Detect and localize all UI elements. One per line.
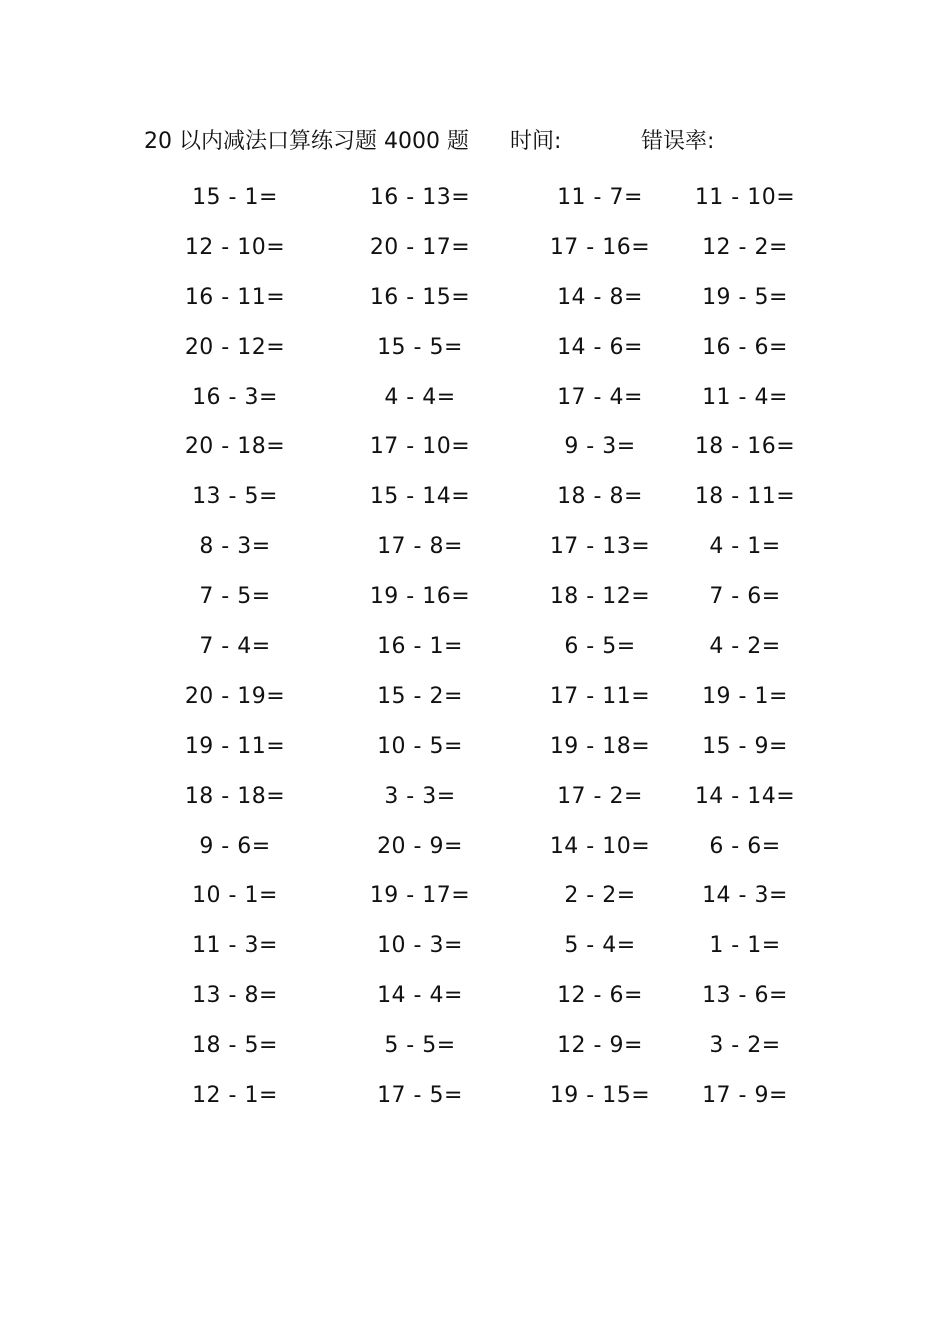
subtraction-problem: 10 - 5= (377, 733, 463, 759)
subtraction-problem: 15 - 2= (377, 683, 463, 709)
problem-row (140, 672, 800, 722)
subtraction-problem: 17 - 2= (557, 783, 643, 809)
problem-row (140, 572, 800, 622)
subtraction-problem: 4 - 4= (384, 384, 456, 410)
worksheet-title: 20 以内减法口算练习题 4000 题 (144, 129, 469, 154)
subtraction-problem: 13 - 8= (192, 983, 278, 1009)
subtraction-problem: 18 - 8= (557, 484, 643, 510)
subtraction-problem: 16 - 1= (377, 633, 463, 659)
subtraction-problem: 16 - 3= (192, 384, 278, 410)
subtraction-problem: 12 - 2= (702, 234, 788, 260)
subtraction-problem: 7 - 6= (709, 584, 781, 610)
subtraction-problem: 17 - 11= (549, 683, 651, 709)
problem-row (140, 822, 800, 872)
subtraction-problem: 15 - 14= (369, 484, 471, 510)
problem-grid (140, 173, 800, 1121)
problem-row (140, 622, 800, 672)
subtraction-problem: 16 - 13= (369, 184, 471, 210)
subtraction-problem: 17 - 5= (377, 1082, 463, 1108)
problem-row (140, 323, 800, 373)
time-label: 时间: (510, 129, 562, 154)
problem-row (140, 223, 800, 273)
subtraction-problem: 16 - 15= (369, 284, 471, 310)
problem-row (140, 1071, 800, 1121)
subtraction-problem: 9 - 6= (199, 833, 271, 859)
subtraction-problem: 3 - 3= (384, 783, 456, 809)
problem-row (140, 871, 800, 921)
subtraction-problem: 11 - 3= (192, 933, 278, 959)
subtraction-problem: 20 - 19= (184, 683, 286, 709)
subtraction-problem: 18 - 16= (694, 434, 796, 460)
subtraction-problem: 7 - 5= (199, 584, 271, 610)
subtraction-problem: 13 - 6= (702, 983, 788, 1009)
error-rate-label: 错误率: (641, 129, 715, 154)
subtraction-problem: 16 - 11= (184, 284, 286, 310)
subtraction-problem: 14 - 14= (694, 783, 796, 809)
subtraction-problem: 14 - 4= (377, 983, 463, 1009)
problem-row (140, 971, 800, 1021)
subtraction-problem: 15 - 1= (192, 184, 278, 210)
subtraction-problem: 20 - 18= (184, 434, 286, 460)
subtraction-problem: 19 - 15= (549, 1082, 651, 1108)
problem-row (140, 1021, 800, 1071)
subtraction-problem: 15 - 9= (702, 733, 788, 759)
subtraction-problem: 10 - 3= (377, 933, 463, 959)
subtraction-problem: 17 - 9= (702, 1082, 788, 1108)
subtraction-problem: 11 - 10= (694, 184, 796, 210)
subtraction-problem: 17 - 4= (557, 384, 643, 410)
subtraction-problem: 8 - 3= (199, 534, 271, 560)
subtraction-problem: 19 - 16= (369, 584, 471, 610)
subtraction-problem: 12 - 6= (557, 983, 643, 1009)
subtraction-problem: 17 - 10= (369, 434, 471, 460)
subtraction-problem: 6 - 5= (564, 633, 636, 659)
subtraction-problem: 3 - 2= (709, 1033, 781, 1059)
subtraction-problem: 17 - 8= (377, 534, 463, 560)
subtraction-problem: 17 - 16= (549, 234, 651, 260)
problem-row (140, 772, 800, 822)
subtraction-problem: 11 - 4= (702, 384, 788, 410)
subtraction-problem: 17 - 13= (549, 534, 651, 560)
problem-row (140, 173, 800, 223)
subtraction-problem: 20 - 17= (369, 234, 471, 260)
subtraction-problem: 20 - 9= (377, 833, 463, 859)
subtraction-problem: 19 - 5= (702, 284, 788, 310)
subtraction-problem: 19 - 17= (369, 883, 471, 909)
subtraction-problem: 5 - 5= (384, 1033, 456, 1059)
subtraction-problem: 18 - 11= (694, 484, 796, 510)
subtraction-problem: 13 - 5= (192, 484, 278, 510)
problem-row (140, 522, 800, 572)
subtraction-problem: 14 - 3= (702, 883, 788, 909)
subtraction-problem: 12 - 9= (557, 1033, 643, 1059)
subtraction-problem: 18 - 18= (184, 783, 286, 809)
subtraction-problem: 10 - 1= (192, 883, 278, 909)
subtraction-problem: 2 - 2= (564, 883, 636, 909)
subtraction-problem: 4 - 2= (709, 633, 781, 659)
subtraction-problem: 12 - 1= (192, 1082, 278, 1108)
subtraction-problem: 19 - 11= (184, 733, 286, 759)
subtraction-problem: 9 - 3= (564, 434, 636, 460)
subtraction-problem: 19 - 18= (549, 733, 651, 759)
problem-row (140, 921, 800, 971)
subtraction-problem: 16 - 6= (702, 334, 788, 360)
subtraction-problem: 4 - 1= (709, 534, 781, 560)
subtraction-problem: 12 - 10= (184, 234, 286, 260)
subtraction-problem: 19 - 1= (702, 683, 788, 709)
subtraction-problem: 15 - 5= (377, 334, 463, 360)
subtraction-problem: 6 - 6= (709, 833, 781, 859)
problem-row (140, 422, 800, 472)
problem-row (140, 722, 800, 772)
subtraction-problem: 18 - 5= (192, 1033, 278, 1059)
subtraction-problem: 11 - 7= (557, 184, 643, 210)
problem-row (140, 472, 800, 522)
problem-row (140, 373, 800, 423)
problem-row (140, 273, 800, 323)
subtraction-problem: 20 - 12= (184, 334, 286, 360)
subtraction-problem: 14 - 10= (549, 833, 651, 859)
subtraction-problem: 14 - 8= (557, 284, 643, 310)
subtraction-problem: 18 - 12= (549, 584, 651, 610)
subtraction-problem: 5 - 4= (564, 933, 636, 959)
subtraction-problem: 14 - 6= (557, 334, 643, 360)
subtraction-problem: 1 - 1= (709, 933, 781, 959)
subtraction-problem: 7 - 4= (199, 633, 271, 659)
